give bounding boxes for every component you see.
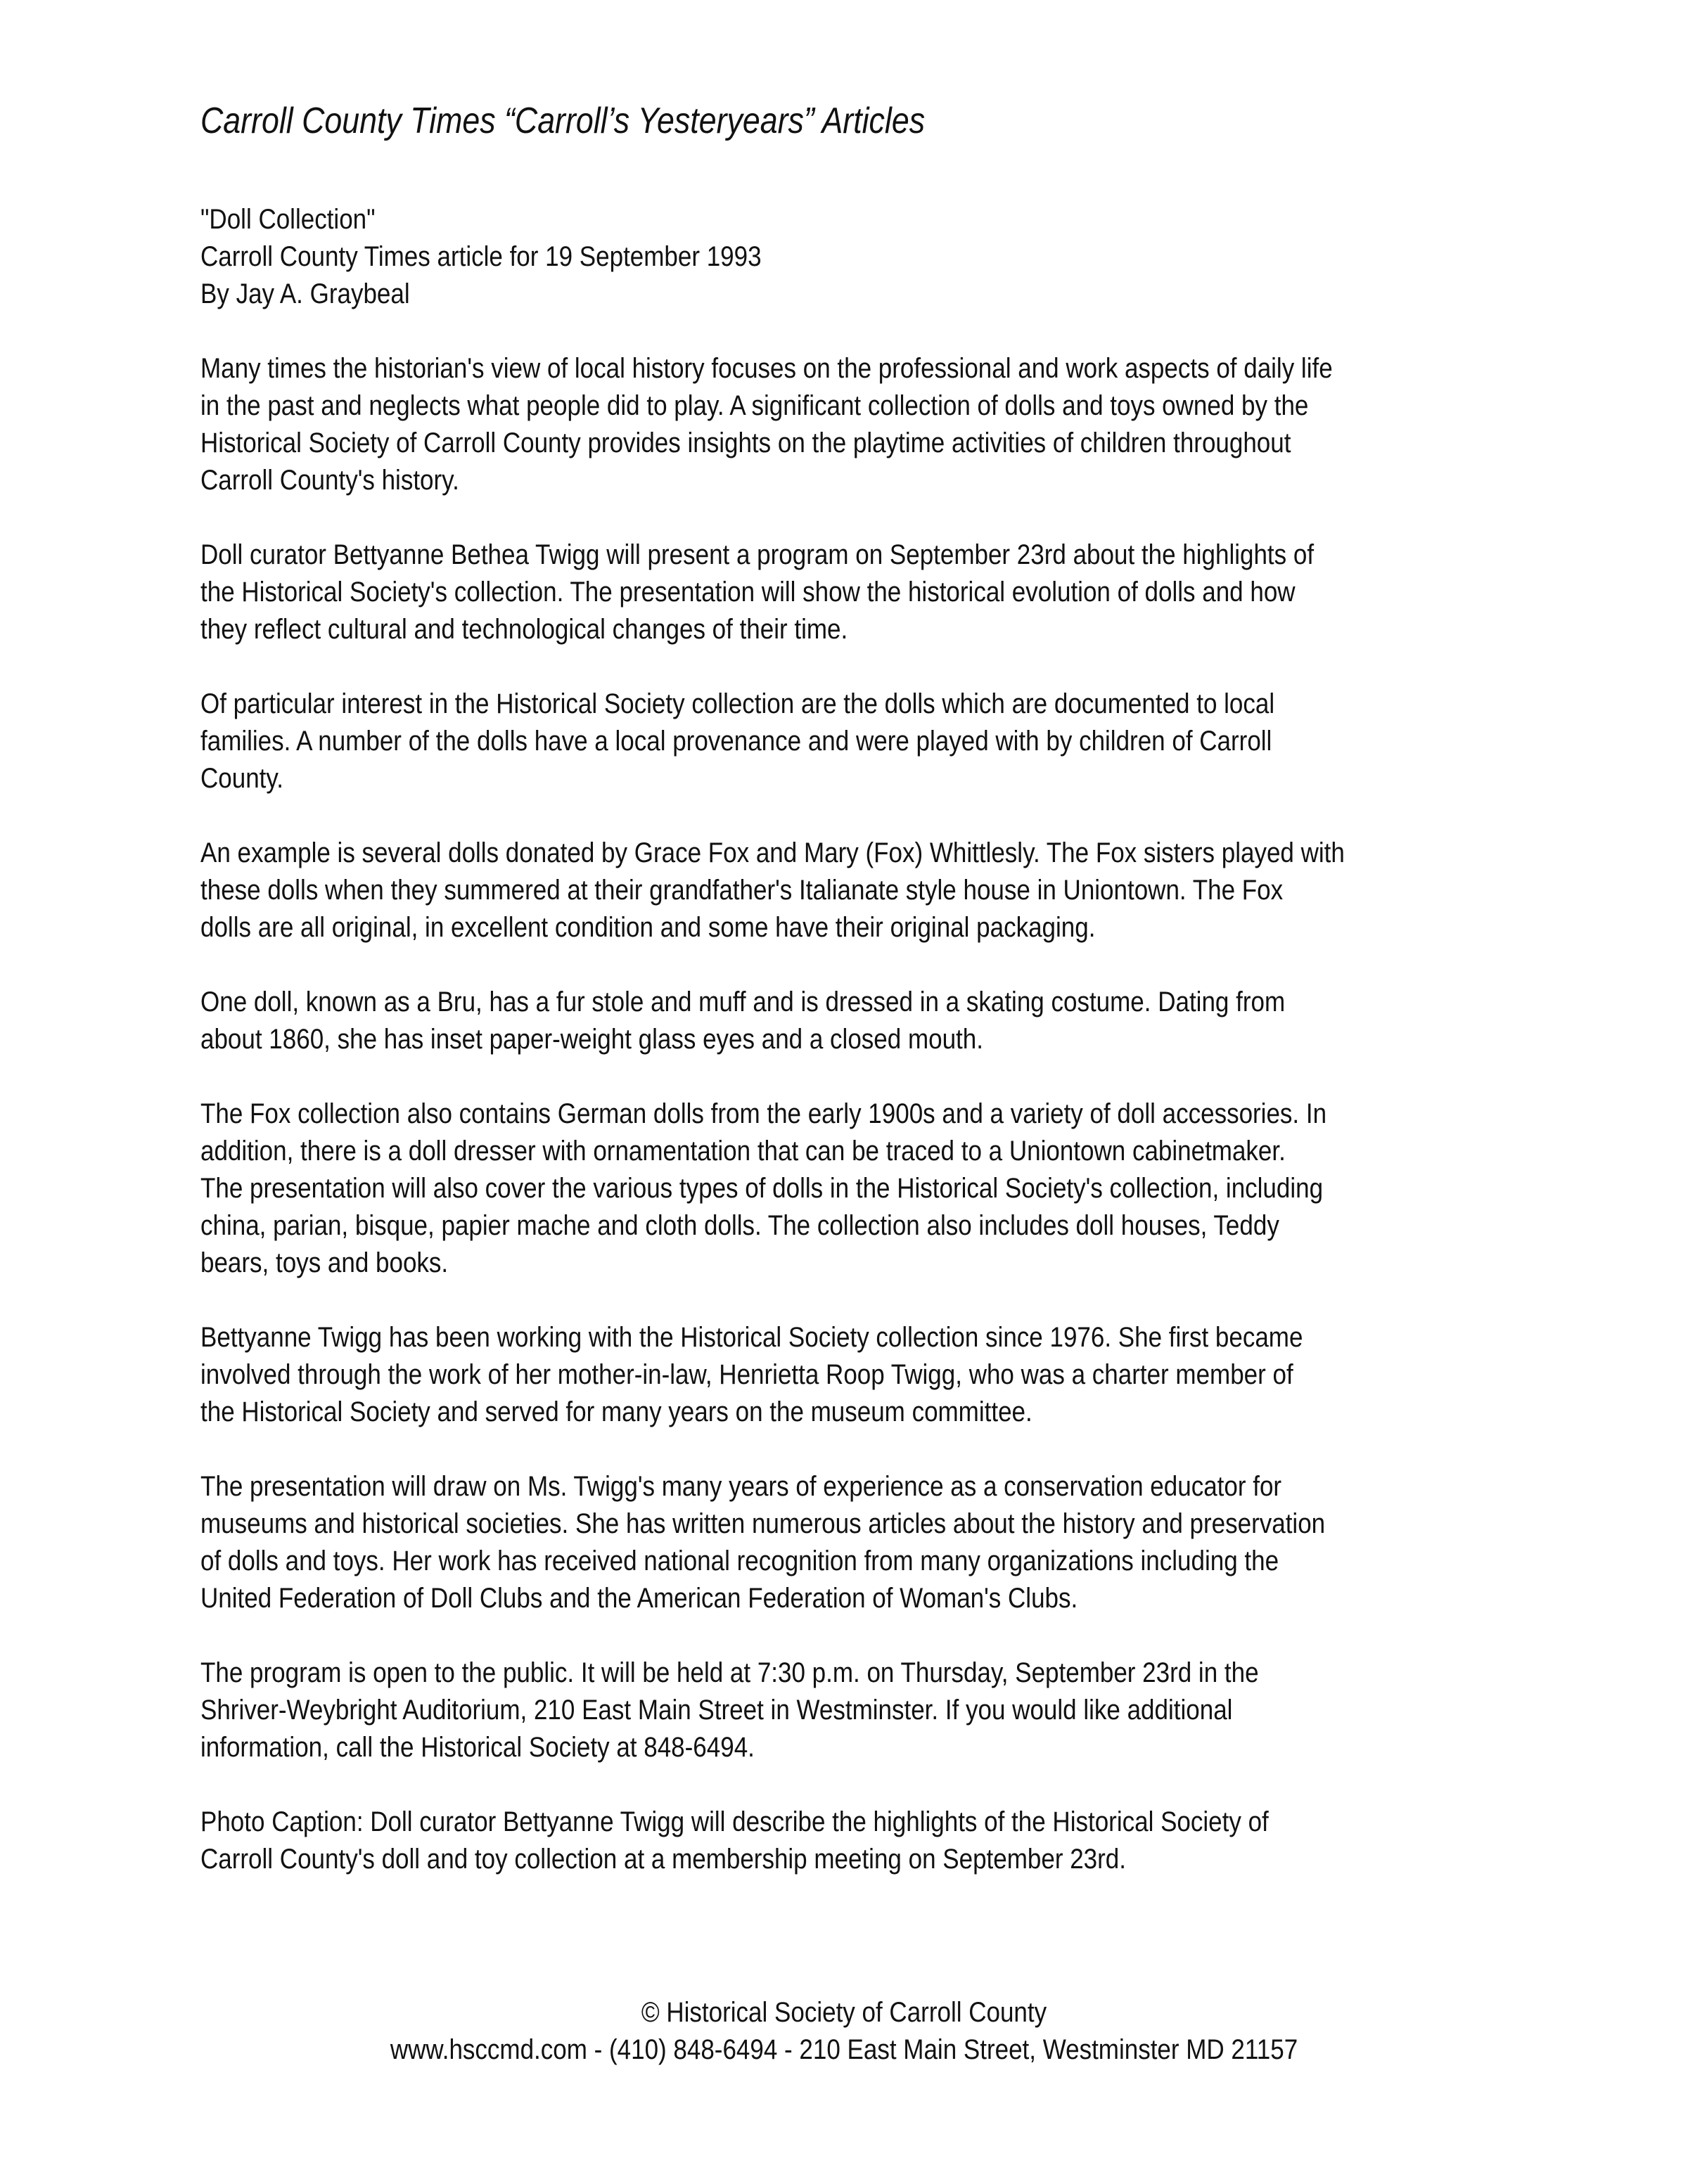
paragraph-line: bears, toys and books. — [200, 1247, 449, 1278]
paragraph-line: about 1860, she has inset paper-weight glass eyes and a closed mouth. — [200, 1024, 983, 1055]
paragraph-line: of dolls and toys. Her work has received national recognition from many organizations including the — [200, 1546, 1279, 1576]
paragraph-line: Historical Society of Carroll County provides insights on the playtime activities of children throughout — [200, 428, 1291, 458]
article-paragraph — [200, 1804, 1508, 1878]
article-byline: By Jay A. Graybeal — [200, 278, 410, 309]
paragraph-line: Shriver-Weybright Auditorium, 210 East Main Street in Westminster. If you would like additional — [200, 1695, 1233, 1726]
paragraph-line: Doll curator Bettyanne Bethea Twigg will present a program on September 23rd about the highlights of — [200, 539, 1315, 570]
article-paragraph — [200, 984, 1508, 1058]
article-paragraph — [200, 1096, 1508, 1282]
paragraph-line: The program is open to the public. It will be held at 7:30 p.m. on Thursday, September 23rd in the — [200, 1657, 1259, 1688]
paragraph-line: they reflect cultural and technological changes of their time. — [200, 614, 848, 645]
article-paragraph — [200, 1319, 1508, 1431]
paragraph-line: involved through the work of her mother-in-law, Henrietta Roop Twigg, who was a charter member of — [200, 1359, 1293, 1390]
article-dateline: Carroll County Times article for 19 September 1993 — [200, 241, 762, 272]
article-meta — [200, 201, 1508, 313]
paragraph-line: china, parian, bisque, papier mache and cloth dolls. The collection also includes doll houses, Teddy — [200, 1210, 1279, 1241]
paragraph-line: Many times the historian's view of local history focuses on the professional and work aspects of daily life — [200, 353, 1333, 384]
article-headline: "Doll Collection" — [200, 204, 376, 235]
paragraph-line: The presentation will draw on Ms. Twigg's many years of experience as a conservation educator for — [200, 1471, 1282, 1502]
paragraph-line: families. A number of the dolls have a local provenance and were played with by children of Carroll — [200, 726, 1272, 757]
article-paragraph — [200, 1468, 1508, 1617]
paragraph-line: the Historical Society's collection. The presentation will show the historical evolution of dolls and how — [200, 577, 1296, 608]
paragraph-line: museums and historical societies. She has written numerous articles about the history and preservation — [200, 1508, 1326, 1539]
paragraph-line: The presentation will also cover the various types of dolls in the Historical Society's collection, including — [200, 1173, 1324, 1204]
article-paragraph — [200, 686, 1508, 797]
article-paragraph — [200, 835, 1508, 946]
paragraph-line: Bettyanne Twigg has been working with the Historical Society collection since 1976. She first became — [200, 1322, 1303, 1353]
article-paragraph — [200, 350, 1508, 499]
paragraph-line: United Federation of Doll Clubs and the American Federation of Woman's Clubs. — [200, 1583, 1078, 1614]
article-paragraph — [200, 1655, 1508, 1766]
article-body — [200, 201, 1508, 1915]
paragraph-line: One doll, known as a Bru, has a fur stole and muff and is dressed in a skating costume. Dating from — [200, 987, 1286, 1017]
paragraph-line: these dolls when they summered at their grandfather's Italianate style house in Uniontown. The Fox — [200, 875, 1284, 906]
paragraph-line: Of particular interest in the Historical Society collection are the dolls which are documented to local — [200, 688, 1275, 719]
paragraph-line: the Historical Society and served for many years on the museum committee. — [200, 1396, 1032, 1427]
paragraph-line: addition, there is a doll dresser with ornamentation that can be traced to a Uniontown cabinetmaker. — [200, 1136, 1286, 1167]
paragraph-line: in the past and neglects what people did to play. A significant collection of dolls and toys owned by the — [200, 390, 1309, 421]
paragraph-line: An example is several dolls donated by Grace Fox and Mary (Fox) Whittlesly. The Fox sisters played with — [200, 837, 1345, 868]
article-paragraph — [200, 537, 1508, 648]
paragraph-line: Carroll County's history. — [200, 465, 459, 496]
footer — [0, 1994, 1688, 2069]
paragraph-line: information, call the Historical Society at 848-6494. — [200, 1732, 755, 1763]
paragraph-line: The Fox collection also contains German dolls from the early 1900s and a variety of doll accessories. In — [200, 1098, 1327, 1129]
page-title: Carroll County Times “Carroll’s Yesteryears” Articles — [200, 101, 926, 141]
paragraph-line: Photo Caption: Doll curator Bettyanne Twigg will describe the highlights of the Historical Society of — [200, 1806, 1269, 1837]
footer-copyright: © Historical Society of Carroll County — [641, 1997, 1047, 2028]
footer-contact: www.hsccmd.com - (410) 848-6494 - 210 East Main Street, Westminster MD 21157 — [390, 2034, 1298, 2065]
paragraph-line: dolls are all original, in excellent condition and some have their original packaging. — [200, 912, 1096, 943]
paragraph-line: Carroll County's doll and toy collection at a membership meeting on September 23rd. — [200, 1844, 1126, 1875]
paragraph-line: County. — [200, 763, 284, 794]
